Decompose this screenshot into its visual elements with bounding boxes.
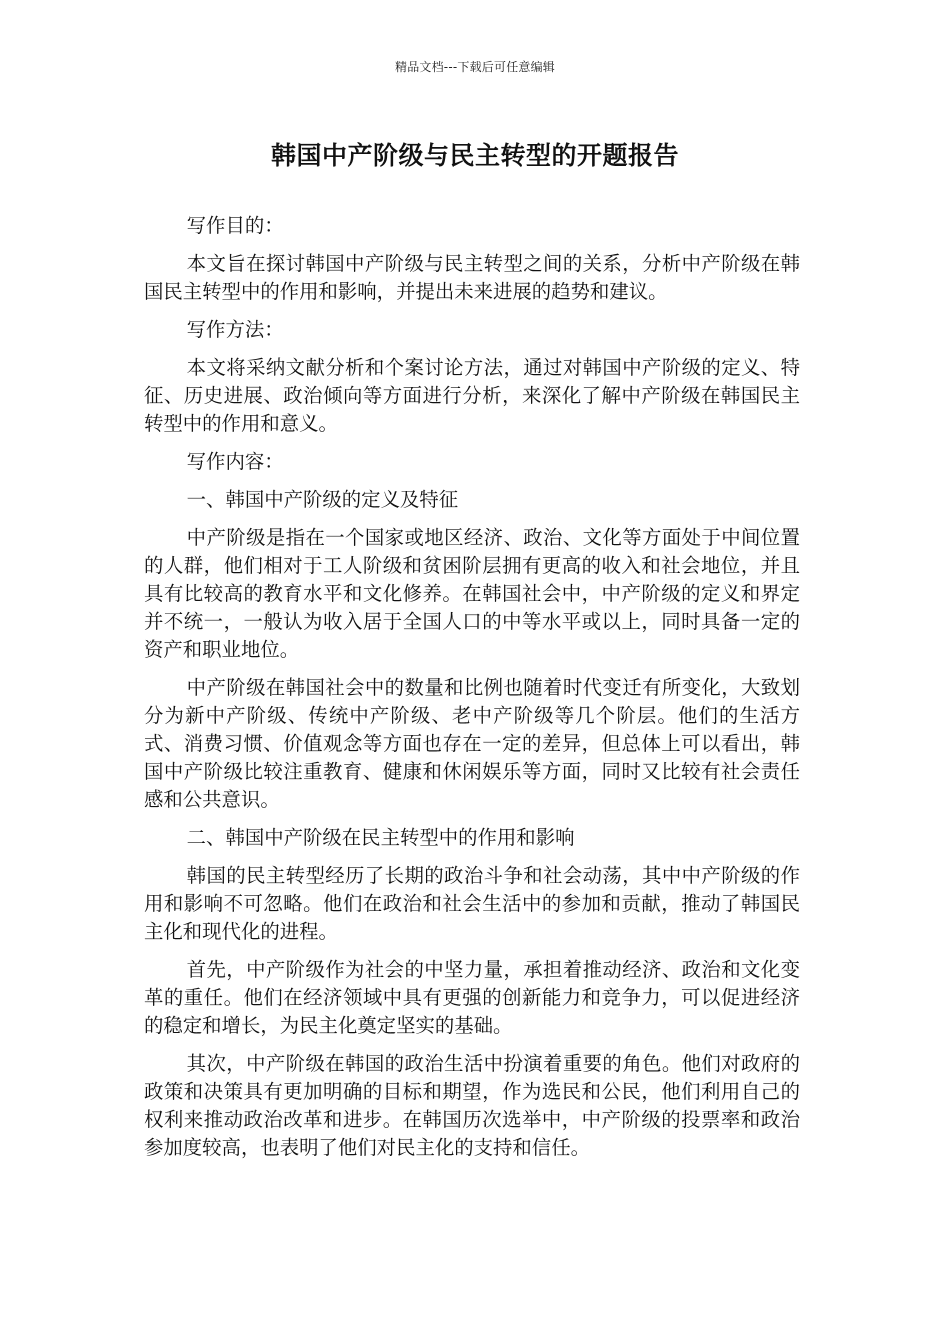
section-heading-1: 一、韩国中产阶级的定义及特征	[186, 488, 459, 511]
paragraph-second: 其次，中产阶级在韩国的政治生活中扮演着重要的角色。他们对政府的政策和决策具有更加明确的目标和期望，作为选民和公民，他们利用自己的权利来推动政治改革和进步。在韩国历次选举中，中产阶级的投票率和政治参加度较高，也表明了他们对民主化的支持和信任。	[144, 1052, 800, 1159]
heading-content: 写作内容：	[186, 450, 284, 473]
section-heading-2: 二、韩国中产阶级在民主转型中的作用和影响	[186, 826, 575, 849]
paragraph-definition: 中产阶级是指在一个国家或地区经济、政治、文化等方面处于中间位置的人群，他们相对于工人阶级和贫困阶层拥有更高的收入和社会地位，并且具有比较高的教育水平和文化修养。在韩国社会中，中产阶级的定义和界定并不统一，一般认为收入居于全国人口的中等水平或以上，同时具备一定的资产和职业地位。	[144, 526, 800, 661]
paragraph-purpose: 本文旨在探讨韩国中产阶级与民主转型之间的关系，分析中产阶级在韩国民主转型中的作用和影响，并提出未来进展的趋势和建议。	[144, 252, 800, 303]
paragraph-first: 首先，中产阶级作为社会的中坚力量，承担着推动经济、政治和文化变革的重任。他们在经济领域中具有更强的创新能力和竞争力，可以促进经济的稳定和增长，为民主化奠定坚实的基础。	[144, 958, 800, 1037]
paragraph-method: 本文将采纳文献分析和个案讨论方法，通过对韩国中产阶级的定义、特征、历史进展、政治倾向等方面进行分析，来深化了解中产阶级在韩国民主转型中的作用和意义。	[144, 356, 800, 435]
heading-method: 写作方法：	[186, 318, 284, 341]
paragraph-transition: 韩国的民主转型经历了长期的政治斗争和社会动荡，其中中产阶级的作用和影响不可忽略。他们在政治和社会生活中的参加和贡献，推动了韩国民主化和现代化的进程。	[144, 864, 800, 943]
document-title: 韩国中产阶级与民主转型的开题报告	[270, 141, 679, 170]
paragraph-composition: 中产阶级在韩国社会中的数量和比例也随着时代变迁有所变化，大致划分为新中产阶级、传统中产阶级、老中产阶级等几个阶层。他们的生活方式、消费习惯、价值观念等方面也存在一定的差异，但总体上可以看出，韩国中产阶级比较注重教育、健康和休闲娱乐等方面，同时又比较有社会责任感和公共意识。	[144, 676, 800, 811]
heading-purpose: 写作目的：	[186, 214, 284, 237]
header-note: 精品文档---下载后可任意编辑	[395, 60, 555, 74]
document-body	[144, 212, 800, 1172]
